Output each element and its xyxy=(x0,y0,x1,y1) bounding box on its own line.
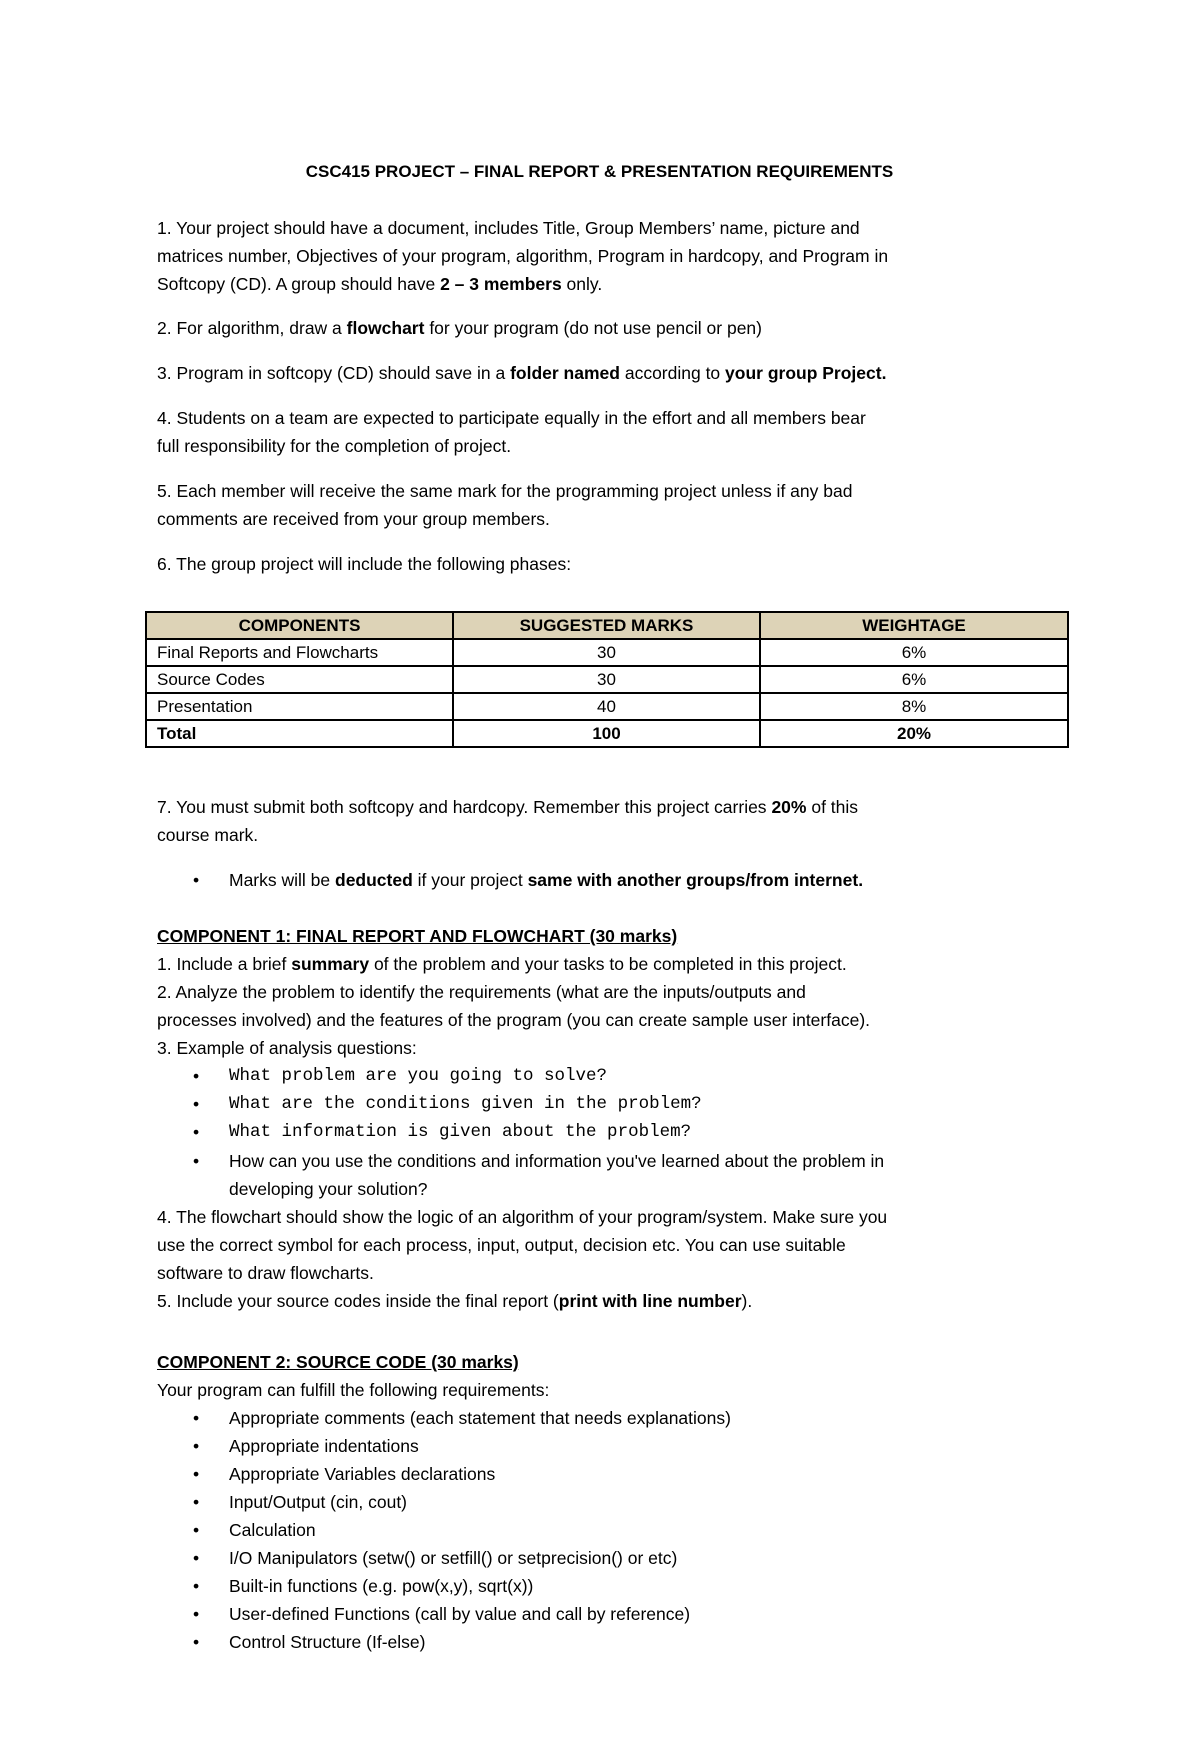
table-cell: Presentation xyxy=(146,693,453,720)
table-row xyxy=(146,693,1068,720)
list-item: • User-defined Functions (call by value and call by reference) xyxy=(229,1600,1069,1628)
item-5: 5. Each member will receive the same mark for the programming project unless if any bad comments are received from your group members. xyxy=(157,481,853,529)
list-item: • I/O Manipulators (setw() or setfill() or setprecision() or etc) xyxy=(229,1544,1069,1572)
table-cell: 40 xyxy=(453,693,760,720)
list-item: • Marks will be deducted if your project same with another groups/from internet. xyxy=(229,866,1069,894)
bullet-icon: • xyxy=(193,1122,200,1142)
bullet-icon: • xyxy=(193,1520,200,1540)
table-cell: 8% xyxy=(760,693,1068,720)
list-item: • How can you use the conditions and information you've learned about the problem in developing your solution? xyxy=(229,1147,1069,1203)
table-row xyxy=(146,639,1068,666)
table-cell: 20% xyxy=(760,720,1068,747)
phases-table xyxy=(145,611,1069,748)
item-1: 1. Your project should have a document, includes Title, Group Members’ name, picture and matrices number, Objectives of your program, algorithm, Program in hardcopy, and Program in Softcopy (CD). A group should have 2 – 3 members only. xyxy=(157,218,889,294)
list-item: • Appropriate comments (each statement that needs explanations) xyxy=(229,1404,1069,1432)
bullet-icon: • xyxy=(193,1632,200,1652)
list-item: • Control Structure (If-else) xyxy=(229,1628,1069,1656)
table-cell: 30 xyxy=(453,666,760,693)
table-header: WEIGHTAGE xyxy=(760,612,1068,639)
bullet-icon: • xyxy=(193,1576,200,1596)
list-item: • Built-in functions (e.g. pow(x,y), sqrt(x)) xyxy=(229,1572,1069,1600)
component-1-body-2: 4. The flowchart should show the logic of an algorithm of your program/system. Make sure you use the correct symbol for each process, input, output, decision etc. You can use suitable software to draw flowcharts. 5. Include your source codes inside the final report (print with line number). xyxy=(157,1207,888,1311)
bullet-icon: • xyxy=(193,1604,200,1624)
item-7: 7. You must submit both softcopy and hardcopy. Remember this project carries 20% of this course mark. xyxy=(157,797,859,845)
item-3: 3. Program in softcopy (CD) should save in a folder named according to your group Project. xyxy=(157,363,887,383)
item-6: 6. The group project will include the following phases: xyxy=(157,554,572,574)
list-item: • What are the conditions given in the problem? xyxy=(229,1090,1069,1118)
bullet-icon: • xyxy=(193,1548,200,1568)
bullet-icon: • xyxy=(193,1436,200,1456)
table-cell: 6% xyxy=(760,666,1068,693)
list-item: • What problem are you going to solve? xyxy=(229,1062,1069,1090)
table-cell: Final Reports and Flowcharts xyxy=(146,639,453,666)
bullet-icon: • xyxy=(193,1066,200,1086)
item-2: 2. For algorithm, draw a flowchart for your program (do not use pencil or pen) xyxy=(157,318,762,338)
list-item: • What information is given about the problem? xyxy=(229,1118,1069,1146)
bullet-icon: • xyxy=(193,1151,200,1171)
table-cell: Total xyxy=(146,720,453,747)
table-total-row xyxy=(146,720,1068,747)
list-item: • Appropriate indentations xyxy=(229,1432,1069,1460)
bullet-icon: • xyxy=(193,870,200,890)
component-2-intro: Your program can fulfill the following requirements: xyxy=(157,1380,550,1400)
table-header: SUGGESTED MARKS xyxy=(453,612,760,639)
component-1-heading: COMPONENT 1: FINAL REPORT AND FLOWCHART (30 marks) xyxy=(157,926,678,946)
bullet-icon: • xyxy=(193,1492,200,1512)
component-2-heading: COMPONENT 2: SOURCE CODE (30 marks) xyxy=(157,1352,519,1372)
table-cell: 6% xyxy=(760,639,1068,666)
table-cell: 100 xyxy=(453,720,760,747)
bullet-icon: • xyxy=(193,1094,200,1114)
table-cell: 30 xyxy=(453,639,760,666)
item-4: 4. Students on a team are expected to participate equally in the effort and all members bear full responsibility for the completion of project. xyxy=(157,408,866,456)
list-item: • Appropriate Variables declarations xyxy=(229,1460,1069,1488)
list-item: • Input/Output (cin, cout) xyxy=(229,1488,1069,1516)
list-item: • Calculation xyxy=(229,1516,1069,1544)
bullet-icon: • xyxy=(193,1464,200,1484)
table-header-row xyxy=(146,612,1068,639)
table-cell: Source Codes xyxy=(146,666,453,693)
page-title: CSC415 PROJECT – FINAL REPORT & PRESENTATION REQUIREMENTS xyxy=(305,162,894,181)
table-header: COMPONENTS xyxy=(146,612,453,639)
component-1-body: 1. Include a brief summary of the problem and your tasks to be completed in this project. 2. Analyze the problem to identify the requirements (what are the inputs/outputs and processes involved) and the features of the program (you can create sample user interface). 3. Example of analysis questions: xyxy=(157,954,871,1058)
table-row xyxy=(146,666,1068,693)
bullet-icon: • xyxy=(193,1408,200,1428)
